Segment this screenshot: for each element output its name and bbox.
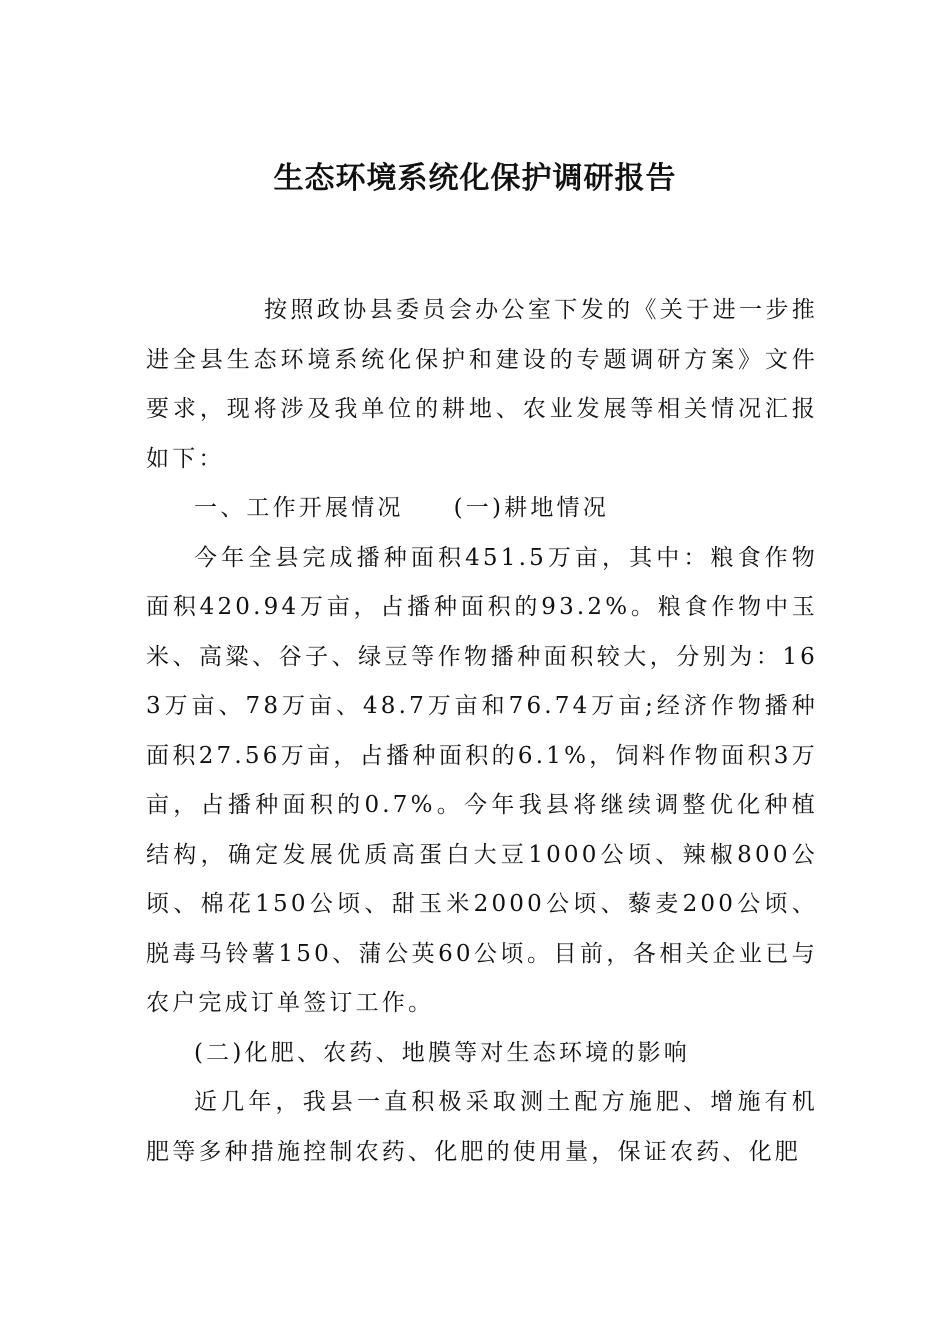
section-heading-row bbox=[146, 484, 818, 534]
subsection-two-heading: (二)化肥、农药、地膜等对生态环境的影响 bbox=[194, 1039, 690, 1066]
subsection-two-paragraph: 近几年，我县一直积极采取测土配方施肥、增施有机肥等多种措施控制农药、化肥的使用量，保证农药、化肥 bbox=[146, 1089, 818, 1165]
subsection-one-paragraph: 今年全县完成播种面积451.5万亩，其中：粮食作物面积420.94万亩，占播种面积的93.2%。粮食作物中玉米、高粱、谷子、绿豆等作物播种面积较大，分别为：163万亩、78万亩、48.7万亩和76.74万亩;经济作物播种面积27.56万亩，占播种面积的6.1%，饲料作物面积3万亩，占播种面积的0.7%。今年我县将继续调整优化种植结构，确定发展优质高蛋白大豆1000公顷、辣椒800公顷、棉花150公顷、甜玉米2000公顷、藜麦200公顷、脱毒马铃薯150、蒲公英60公顷。目前，各相关企业已与农户完成订单签订工作。 bbox=[146, 544, 818, 1016]
subsection-one-heading: (一)耕地情况 bbox=[453, 495, 609, 521]
document-body bbox=[146, 286, 818, 1177]
intro-paragraph: 按照政协县委员会办公室下发的《关于进一步推进全县生态环境系统化保护和建设的专题调研方案》文件要求，现将涉及我单位的耕地、农业发展等相关情况汇报如下： bbox=[146, 297, 818, 472]
document-title: 生态环境系统化保护调研报告 bbox=[273, 161, 677, 196]
section-one-heading: 一、工作开展情况 bbox=[194, 495, 404, 521]
